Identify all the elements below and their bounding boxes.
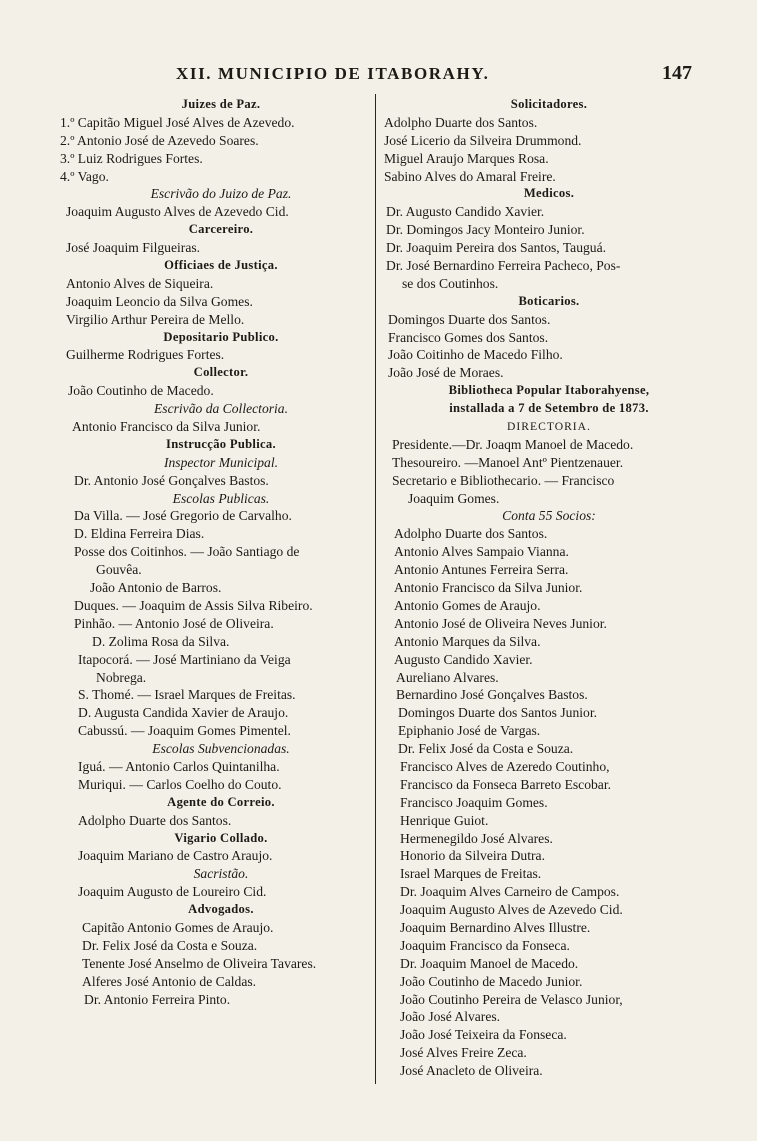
- right-text-line: Antonio Antunes Ferreira Serra.: [394, 562, 569, 578]
- left-text-line: Virgilio Arthur Pereira de Mello.: [66, 311, 245, 327]
- left-text-line: Joaquim Augusto de Loureiro Cid.: [78, 884, 267, 900]
- right-text-line: Dr. Felix José da Costa e Souza.: [398, 741, 574, 757]
- left-text-line: 4.º Vago.: [60, 168, 109, 184]
- right-column: [384, 96, 714, 1080]
- left-section-heading: Carcereiro.: [188, 222, 254, 237]
- right-text-line: Francisco Gomes dos Santos.: [388, 329, 549, 345]
- right-text-line: Joaquim Gomes.: [408, 490, 500, 506]
- left-text-line: Guilherme Rodrigues Fortes.: [66, 347, 225, 363]
- left-section-heading: Collector.: [193, 365, 249, 380]
- right-text-line: Aureliano Alvares.: [396, 669, 499, 685]
- right-text-line: Antonio Gomes de Araujo.: [394, 597, 541, 613]
- left-text-line: Antonio Francisco da Silva Junior.: [72, 419, 261, 435]
- right-text-line: Bernardino José Gonçalves Bastos.: [396, 687, 588, 703]
- left-text-line: Pinhão. — Antonio José de Oliveira.: [74, 615, 274, 631]
- left-text-line: Capitão Antonio Gomes de Araujo.: [82, 919, 274, 935]
- left-text-line: Tenente José Anselmo de Oliveira Tavares.: [82, 955, 317, 971]
- right-text-line: Antonio Francisco da Silva Junior.: [394, 580, 583, 596]
- left-text-line: Muriqui. — Carlos Coelho do Couto.: [78, 776, 282, 792]
- right-text-line: se dos Coutinhos.: [402, 275, 499, 291]
- right-text-line: Miguel Araujo Marques Rosa.: [384, 150, 549, 166]
- left-text-line: Joaquim Mariano de Castro Araujo.: [78, 848, 273, 864]
- right-text-line: Israel Marques de Freitas.: [400, 866, 542, 882]
- right-text-line: José Anacleto de Oliveira.: [400, 1063, 543, 1079]
- left-text-line: José Joaquim Filgueiras.: [66, 240, 201, 256]
- right-text-line: Dr. Joaquim Manoel de Macedo.: [400, 955, 579, 971]
- right-text-line: Secretario e Bibliothecario. — Francisco: [392, 472, 615, 488]
- right-section-heading: installada a 7 de Setembro de 1873.: [449, 401, 649, 416]
- right-text-line: Domingos Duarte dos Santos Junior.: [398, 705, 597, 721]
- left-text-line: João Antonio de Barros.: [90, 580, 222, 596]
- left-text-line: 1.º Capitão Miguel José Alves de Azevedo.: [60, 114, 295, 130]
- right-text-line: Francisco Alves de Azeredo Coutinho,: [400, 758, 610, 774]
- page-header: [0, 62, 757, 88]
- left-text-line: Da Villa. — José Gregorio de Carvalho.: [74, 508, 292, 524]
- right-text-line: João Coitinho de Macedo Filho.: [388, 347, 563, 363]
- left-text-line: D. Eldina Ferreira Dias.: [74, 526, 205, 542]
- right-text-line: João Coutinho Pereira de Velasco Junior,: [400, 991, 623, 1007]
- right-text-line: Dr. Augusto Candido Xavier.: [386, 204, 545, 220]
- left-text-line: Adolpho Duarte dos Santos.: [78, 812, 232, 828]
- left-text-line: Joaquim Augusto Alves de Azevedo Cid.: [66, 204, 289, 220]
- left-text-line: Gouvêa.: [96, 562, 142, 578]
- right-text-line: Joaquim Augusto Alves de Azevedo Cid.: [400, 902, 623, 918]
- right-text-line: Joaquim Francisco da Fonseca.: [400, 937, 570, 953]
- right-text-line: Francisco da Fonseca Barreto Escobar.: [400, 776, 612, 792]
- left-section-heading: Sacristão.: [193, 866, 249, 882]
- left-text-line: Posse dos Coitinhos. — João Santiago de: [74, 544, 300, 560]
- left-text-line: Alferes José Antonio de Caldas.: [82, 973, 257, 989]
- left-section-heading: Depositario Publico.: [163, 329, 279, 344]
- right-text-line: Dr. José Bernardino Ferreira Pacheco, Pos-: [386, 258, 621, 274]
- right-text-line: Antonio José de Oliveira Neves Junior.: [394, 615, 607, 631]
- right-text-line: Dr. Joaquim Alves Carneiro de Campos.: [400, 884, 620, 900]
- left-section-heading: Escolas Subvencionadas.: [152, 741, 290, 757]
- right-section-heading: Conta 55 Socios:: [502, 508, 596, 524]
- left-text-line: Antonio Alves de Siqueira.: [66, 275, 214, 291]
- right-text-line: Dr. Domingos Jacy Monteiro Junior.: [386, 222, 585, 238]
- left-text-line: 3.º Luiz Rodrigues Fortes.: [60, 150, 203, 166]
- right-text-line: Dr. Joaquim Pereira dos Santos, Tauguá.: [386, 240, 607, 256]
- right-text-line: José Alves Freire Zeca.: [400, 1045, 527, 1061]
- right-text-line: Sabino Alves do Amaral Freire.: [384, 168, 556, 184]
- left-section-heading: Juizes de Paz.: [181, 97, 261, 111]
- page-number: 147: [662, 62, 692, 84]
- left-text-line: Dr. Antonio Ferreira Pinto.: [84, 991, 231, 1007]
- right-text-line: João Coutinho de Macedo Junior.: [400, 973, 583, 989]
- left-section-heading: Escrivão da Collectoria.: [153, 401, 289, 417]
- left-text-line: S. Thomé. — Israel Marques de Freitas.: [78, 687, 296, 703]
- right-section-heading: Bibliotheca Popular Itaborahyense,: [448, 383, 650, 398]
- left-text-line: Dr. Antonio José Gonçalves Bastos.: [74, 472, 269, 488]
- right-text-line: Antonio Marques da Silva.: [394, 633, 541, 649]
- left-text-line: Cabussú. — Joaquim Gomes Pimentel.: [78, 723, 291, 739]
- right-section-heading: Solicitadores.: [510, 97, 588, 111]
- right-text-line: José Licerio da Silveira Drummond.: [384, 132, 582, 148]
- right-text-line: Domingos Duarte dos Santos.: [388, 311, 551, 327]
- right-text-line: Hermenegildo José Alvares.: [400, 830, 553, 846]
- right-text-line: João José de Moraes.: [388, 365, 504, 381]
- left-text-line: D. Zolima Rosa da Silva.: [92, 633, 230, 649]
- left-text-line: Dr. Felix José da Costa e Souza.: [82, 937, 258, 953]
- left-text-line: Iguá. — Antonio Carlos Quintanilha.: [78, 758, 280, 774]
- right-text-line: Presidente.—Dr. Joaqm Manoel de Macedo.: [392, 436, 634, 452]
- right-section-heading: DIRECTORIA.: [507, 420, 591, 434]
- right-text-line: Augusto Candido Xavier.: [394, 651, 533, 667]
- right-text-line: Adolpho Duarte dos Santos.: [394, 526, 548, 542]
- left-column: [56, 96, 386, 1008]
- left-section-heading: Vigario Collado.: [174, 830, 268, 845]
- left-text-line: 2.º Antonio José de Azevedo Soares.: [60, 132, 259, 148]
- left-text-line: João Coutinho de Macedo.: [68, 383, 214, 399]
- right-text-line: João José Alvares.: [400, 1009, 501, 1025]
- left-text-line: Nobrega.: [96, 669, 147, 685]
- right-section-heading: Medicos.: [523, 186, 575, 201]
- left-section-heading: Instrucção Publica.: [166, 436, 276, 451]
- right-text-line: Epiphanio José de Vargas.: [398, 723, 541, 739]
- left-text-line: Itapocorá. — José Martiniano da Veiga: [78, 651, 291, 667]
- left-section-heading: Officiaes de Justiça.: [164, 258, 278, 273]
- right-text-line: João José Teixeira da Fonseca.: [400, 1027, 567, 1043]
- left-section-heading: Escolas Publicas.: [172, 490, 270, 506]
- left-section-heading: Inspector Municipal.: [163, 454, 278, 470]
- running-title: XII. MUNICIPIO DE ITABORAHY.: [176, 64, 490, 83]
- left-section-heading: Agente do Correio.: [167, 794, 275, 809]
- right-text-line: Adolpho Duarte dos Santos.: [384, 114, 538, 130]
- right-text-line: Joaquim Bernardino Alves Illustre.: [400, 919, 591, 935]
- right-text-line: Antonio Alves Sampaio Vianna.: [394, 544, 569, 560]
- right-text-line: Thesoureiro. —Manoel Antº Pientzenauer.: [392, 454, 624, 470]
- right-text-line: Henrique Guiot.: [400, 812, 489, 828]
- left-text-line: D. Augusta Candida Xavier de Araujo.: [78, 705, 289, 721]
- right-section-heading: Boticarios.: [518, 293, 580, 308]
- left-text-line: Duques. — Joaquim de Assis Silva Ribeiro.: [74, 597, 313, 613]
- right-text-line: Honorio da Silveira Dutra.: [400, 848, 545, 864]
- left-section-heading: Advogados.: [188, 902, 254, 917]
- right-text-line: Francisco Joaquim Gomes.: [400, 794, 548, 810]
- left-section-heading: Escrivão do Juizo de Paz.: [150, 186, 292, 202]
- left-text-line: Joaquim Leoncio da Silva Gomes.: [66, 293, 253, 309]
